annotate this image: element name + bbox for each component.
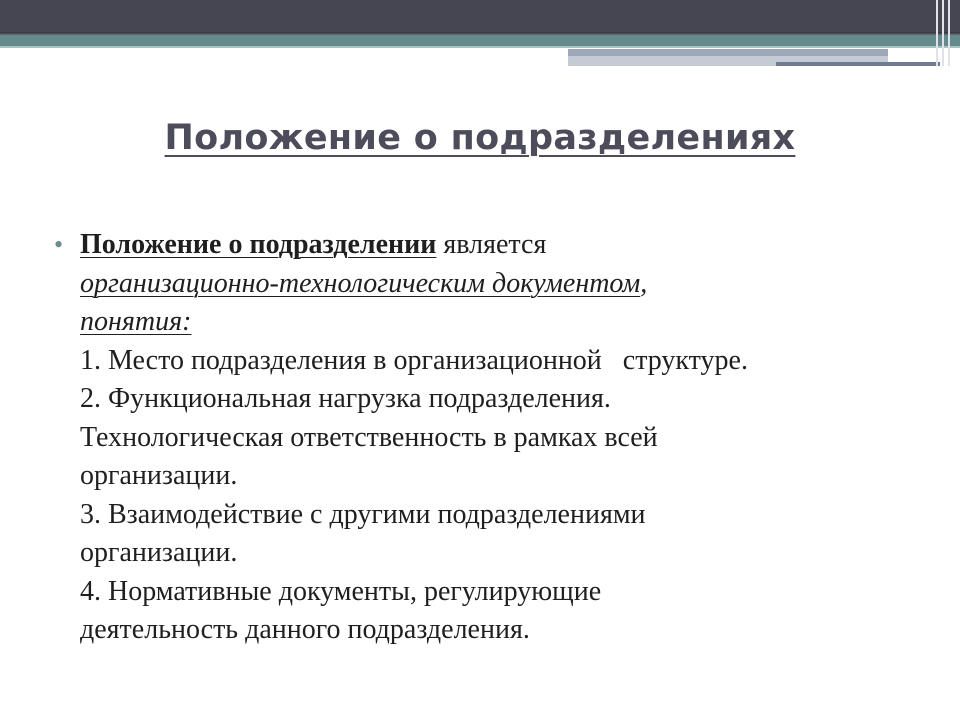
header-band: [0, 0, 960, 32]
list-item: Технологическая ответственность в рамках всей: [80, 421, 658, 453]
slide-title-text: Положение о подразделениях: [164, 118, 796, 158]
definition-line-3: [80, 303, 940, 342]
decorative-bar-dark: [776, 62, 940, 66]
slide-title: [0, 118, 960, 158]
concepts-label: понятия:: [80, 306, 192, 337]
list-item: организации.: [80, 537, 238, 568]
teal-stripe-highlight: [0, 46, 960, 48]
definition-line-1: [80, 226, 940, 265]
list-item: 4. Нормативные документы, регулирующие: [80, 575, 602, 607]
term-text: Положение о подразделении: [80, 229, 437, 260]
list-item: 1. Место подразделения в организационной структуре.: [80, 344, 748, 376]
teal-stripe: [0, 35, 960, 46]
corner-decoration: [936, 0, 954, 66]
decorative-bar: [568, 49, 888, 56]
verb-text: является: [436, 229, 547, 260]
list-item: деятельность данного подразделения.: [80, 614, 530, 645]
bullet-marker: •: [54, 230, 64, 259]
definition-text: организационно-технологическим документом: [80, 267, 641, 299]
definition-line-2: [80, 265, 940, 304]
list-item: организации.: [80, 460, 238, 491]
slide-body: [54, 226, 940, 650]
definition-comma: ,: [640, 267, 648, 299]
list-item: 3. Взаимодействие с другими подразделениями: [80, 498, 646, 530]
list-item: 2. Функциональная нагрузка подразделения.: [80, 383, 611, 414]
